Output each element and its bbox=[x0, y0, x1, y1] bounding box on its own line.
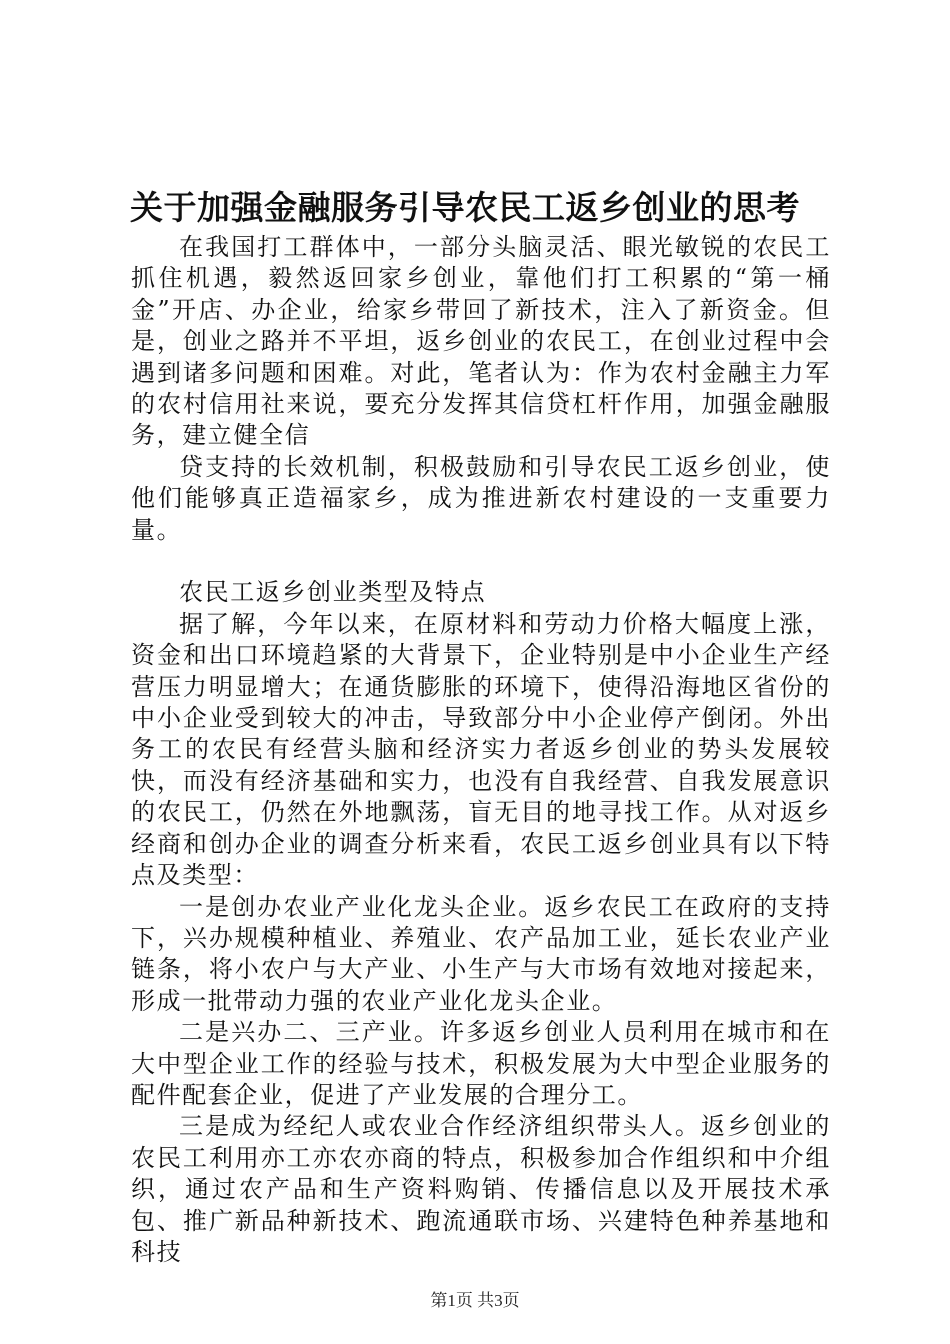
page-number-footer: 第1页 共3页 bbox=[430, 1291, 520, 1310]
document-title: 关于加强金融服务引导农民工返乡创业的思考 bbox=[130, 188, 800, 227]
paragraph-background: 据了解，今年以来，在原材料和劳动力价格大幅度上涨，资金和出口环境趋紧的大背景下，企业特别是中小企业生产经营压力明显增大；在通货膨胀的环境下，使得沿海地区省份的中小企业受到较大的冲击，导致部分中小企业停产倒闭。外出务工的农民有经营头脑和经济实力者返乡创业的势头发展较快，而没有经济基础和实力，也没有自我经营、自我发展意识的农民工，仍然在外地飘荡，盲无目的地寻找工作。从对返乡经商和创办企业的调查分析来看，农民工返乡创业具有以下特点及类型： bbox=[131, 609, 831, 890]
paragraph-type-two: 二是兴办二、三产业。许多返乡创业人员利用在城市和在大中型企业工作的经验与技术，积极发展为大中型企业服务的配件配套企业，促进了产业发展的合理分工。 bbox=[131, 1018, 831, 1109]
paragraph-intro: 在我国打工群体中，一部分头脑灵活、眼光敏锐的农民工抓住机遇，毅然返回家乡创业，靠他们打工积累的“第一桶金”开店、办企业，给家乡带回了新技术，注入了新资金。但是，创业之路并不平坦，返乡创业的农民工，在创业过程中会遇到诸多问题和困难。对此，笔者认为：作为农村金融主力军的农村信用社来说，要充分发挥其信贷杠杆作用，加强金融服务，建立健全信 bbox=[131, 233, 831, 450]
document-body bbox=[131, 232, 831, 1268]
paragraph-type-one: 一是创办农业产业化龙头企业。返乡农民工在政府的支持下，兴办规模种植业、养殖业、农产品加工业，延长农业产业链条，将小农户与大产业、小生产与大市场有效地对接起来，形成一批带动力强的农业产业化龙头企业。 bbox=[131, 892, 831, 1015]
paragraph-intro-continued: 贷支持的长效机制，积极鼓励和引导农民工返乡创业，使他们能够真正造福家乡，成为推进新农村建设的一支重要力量。 bbox=[131, 452, 831, 544]
section-heading: 农民工返乡创业类型及特点 bbox=[179, 578, 487, 607]
paragraph-type-three: 三是成为经纪人或农业合作经济组织带头人。返乡创业的农民工利用亦工亦农亦商的特点，积极参加合作组织和中介组织，通过农产品和生产资料购销、传播信息以及开展技术承包、推广新品种新技术、跑流通联市场、兴建特色种养基地和科技 bbox=[131, 1112, 831, 1266]
